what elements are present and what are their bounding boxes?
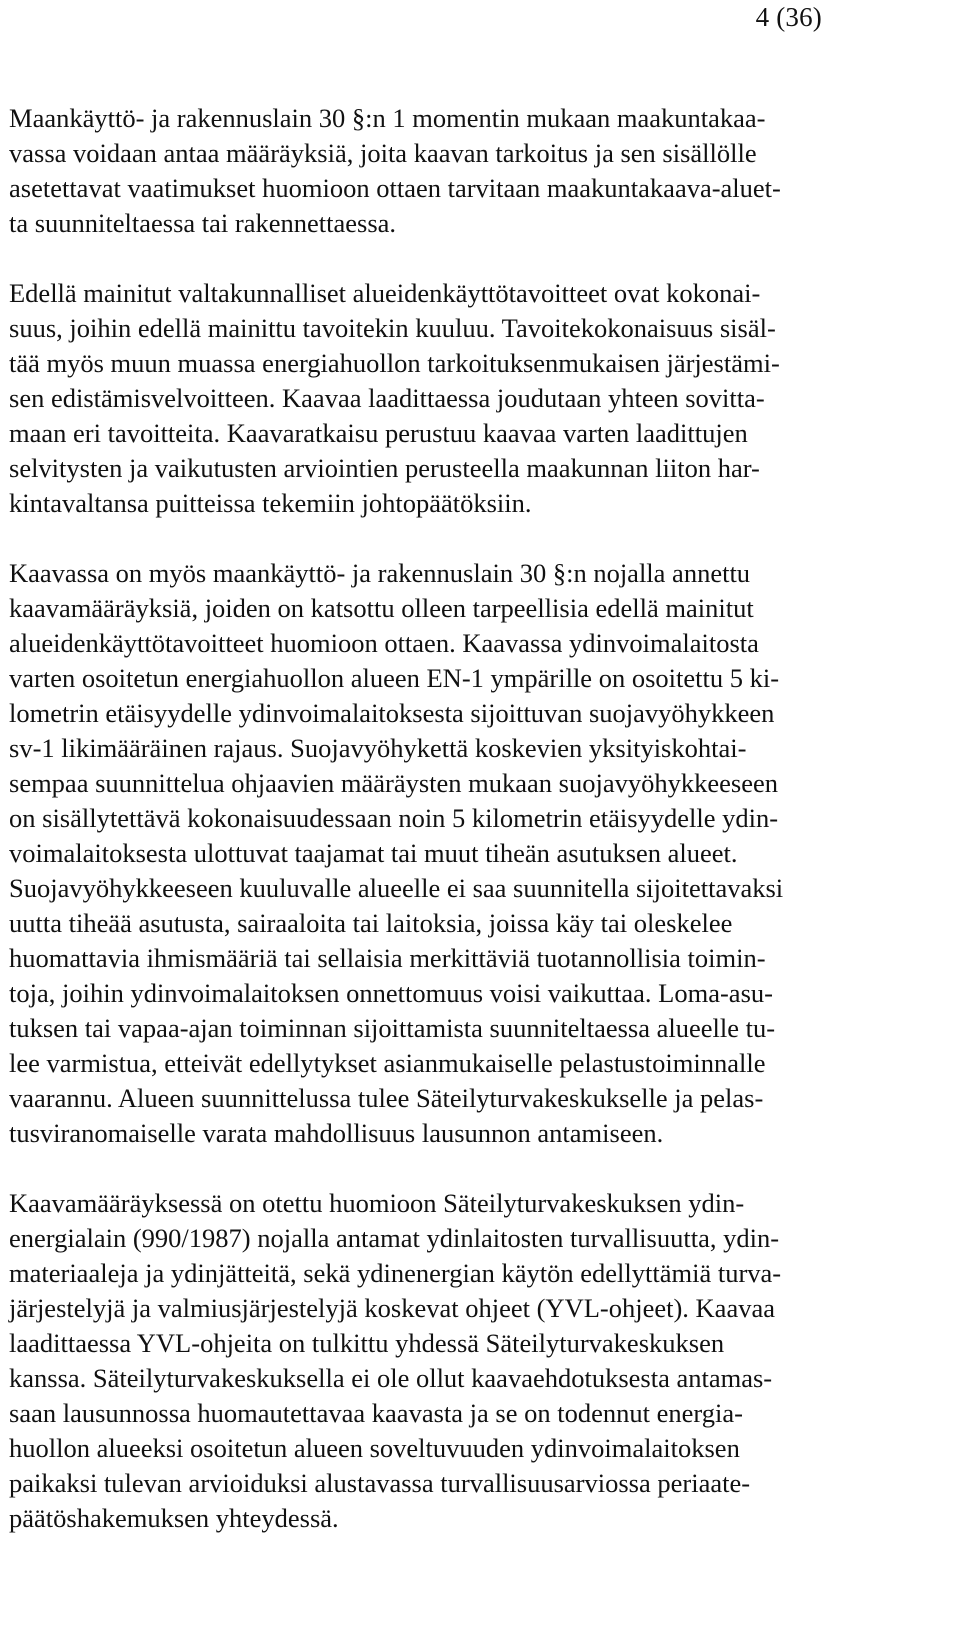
paragraph-1 [9, 101, 939, 241]
paragraph-line: asetettavat vaatimukset huomioon ottaen tarvitaan maakuntakaava-aluet- [9, 173, 781, 203]
paragraph-line: alueidenkäyttötavoitteet huomioon ottaen. Kaavassa ydinvoimalaitosta [9, 628, 759, 658]
paragraph-line: saan lausunnossa huomautettavaa kaavasta ja se on todennut energia- [9, 1398, 743, 1428]
paragraph-line: kaavamääräyksiä, joiden on katsottu olleen tarpeellisia edellä mainitut [9, 593, 754, 623]
paragraph-3 [9, 556, 939, 1151]
document-body [9, 101, 939, 1536]
paragraph-line: maan eri tavoitteita. Kaavaratkaisu perustuu kaavaa varten laadittujen [9, 418, 748, 448]
paragraph-line: huomattavia ihmismääriä tai sellaisia merkittäviä tuotannollisia toimin- [9, 943, 766, 973]
paragraph-line: varten osoitetun energiahuollon alueen EN-1 ympärille on osoitettu 5 ki- [9, 663, 780, 693]
paragraph-line: Kaavassa on myös maankäyttö- ja rakennuslain 30 §:n nojalla annettu [9, 558, 751, 588]
paragraph-line: sen edistämisvelvoitteen. Kaavaa laadittaessa joudutaan yhteen sovitta- [9, 383, 765, 413]
paragraph-line: materiaaleja ja ydinjätteitä, sekä ydinenergian käytön edellyttämiä turva- [9, 1258, 782, 1288]
paragraph-line: energialain (990/1987) nojalla antamat ydinlaitosten turvallisuutta, ydin- [9, 1223, 780, 1253]
paragraph-line: järjestelyjä ja valmiusjärjestelyjä koskevat ohjeet (YVL-ohjeet). Kaavaa [9, 1293, 775, 1323]
paragraph-line: vassa voidaan antaa määräyksiä, joita kaavan tarkoitus ja sen sisällölle [9, 138, 757, 168]
paragraph-line: huollon alueeksi osoitetun alueen soveltuvuuden ydinvoimalaitoksen [9, 1433, 740, 1463]
paragraph-line: tusviranomaiselle varata mahdollisuus lausunnon antamiseen. [9, 1118, 664, 1148]
paragraph-line: vaarannu. Alueen suunnittelussa tulee Säteilyturvakeskukselle ja pelas- [9, 1083, 764, 1113]
paragraph-line: päätöshakemuksen yhteydessä. [9, 1503, 339, 1533]
paragraph-line: Suojavyöhykkeeseen kuuluvalle alueelle ei saa suunnitella sijoitettavaksi [9, 873, 784, 903]
paragraph-line: on sisällytettävä kokonaisuudessaan noin 5 kilometrin etäisyydelle ydin- [9, 803, 779, 833]
paragraph-line: kanssa. Säteilyturvakeskuksella ei ole ollut kaavaehdotuksesta antamas- [9, 1363, 773, 1393]
paragraph-line: lometrin etäisyydelle ydinvoimalaitoksesta sijoittuvan suojavyöhykkeen [9, 698, 775, 728]
paragraph-line: Kaavamääräyksessä on otettu huomioon Säteilyturvakeskuksen ydin- [9, 1188, 745, 1218]
paragraph-line: lee varmistua, etteivät edellytykset asianmukaiselle pelastustoiminnalle [9, 1048, 766, 1078]
paragraph-line: sv-1 likimääräinen rajaus. Suojavyöhykettä koskevien yksityiskohtai- [9, 733, 747, 763]
paragraph-line: paikaksi tulevan arvioiduksi alustavassa turvallisuusarviossa periaate- [9, 1468, 751, 1498]
paragraph-line: toja, joihin ydinvoimalaitoksen onnettomuus voisi vaikuttaa. Loma-asu- [9, 978, 773, 1008]
paragraph-4 [9, 1186, 939, 1536]
paragraph-line: Maankäyttö- ja rakennuslain 30 §:n 1 momentin mukaan maakuntakaa- [9, 103, 766, 133]
paragraph-line: ta suunniteltaessa tai rakennettaessa. [9, 208, 397, 238]
paragraph-line: kintavaltansa puitteissa tekemiin johtopäätöksiin. [9, 488, 532, 518]
paragraph-2 [9, 276, 939, 521]
paragraph-line: laadittaessa YVL-ohjeita on tulkittu yhdessä Säteilyturvakeskuksen [9, 1328, 725, 1358]
page-number: 4 (36) [755, 2, 822, 32]
paragraph-line: selvitysten ja vaikutusten arviointien perusteella maakunnan liiton har- [9, 453, 760, 483]
paragraph-line: suus, joihin edellä mainittu tavoitekin kuuluu. Tavoitekokonaisuus sisäl- [9, 313, 776, 343]
paragraph-line: voimalaitoksesta ulottuvat taajamat tai muut tiheän asutuksen alueet. [9, 838, 738, 868]
paragraph-line: uutta tiheää asutusta, sairaaloita tai laitoksia, joissa käy tai oleskelee [9, 908, 733, 938]
paragraph-line: Edellä mainitut valtakunnalliset alueidenkäyttötavoitteet ovat kokonai- [9, 278, 761, 308]
paragraph-line: tuksen tai vapaa-ajan toiminnan sijoittamista suunniteltaessa alueelle tu- [9, 1013, 776, 1043]
paragraph-line: sempaa suunnittelua ohjaavien määräysten mukaan suojavyöhykkeeseen [9, 768, 778, 798]
paragraph-line: tää myös muun muassa energiahuollon tarkoituksenmukaisen järjestämi- [9, 348, 780, 378]
